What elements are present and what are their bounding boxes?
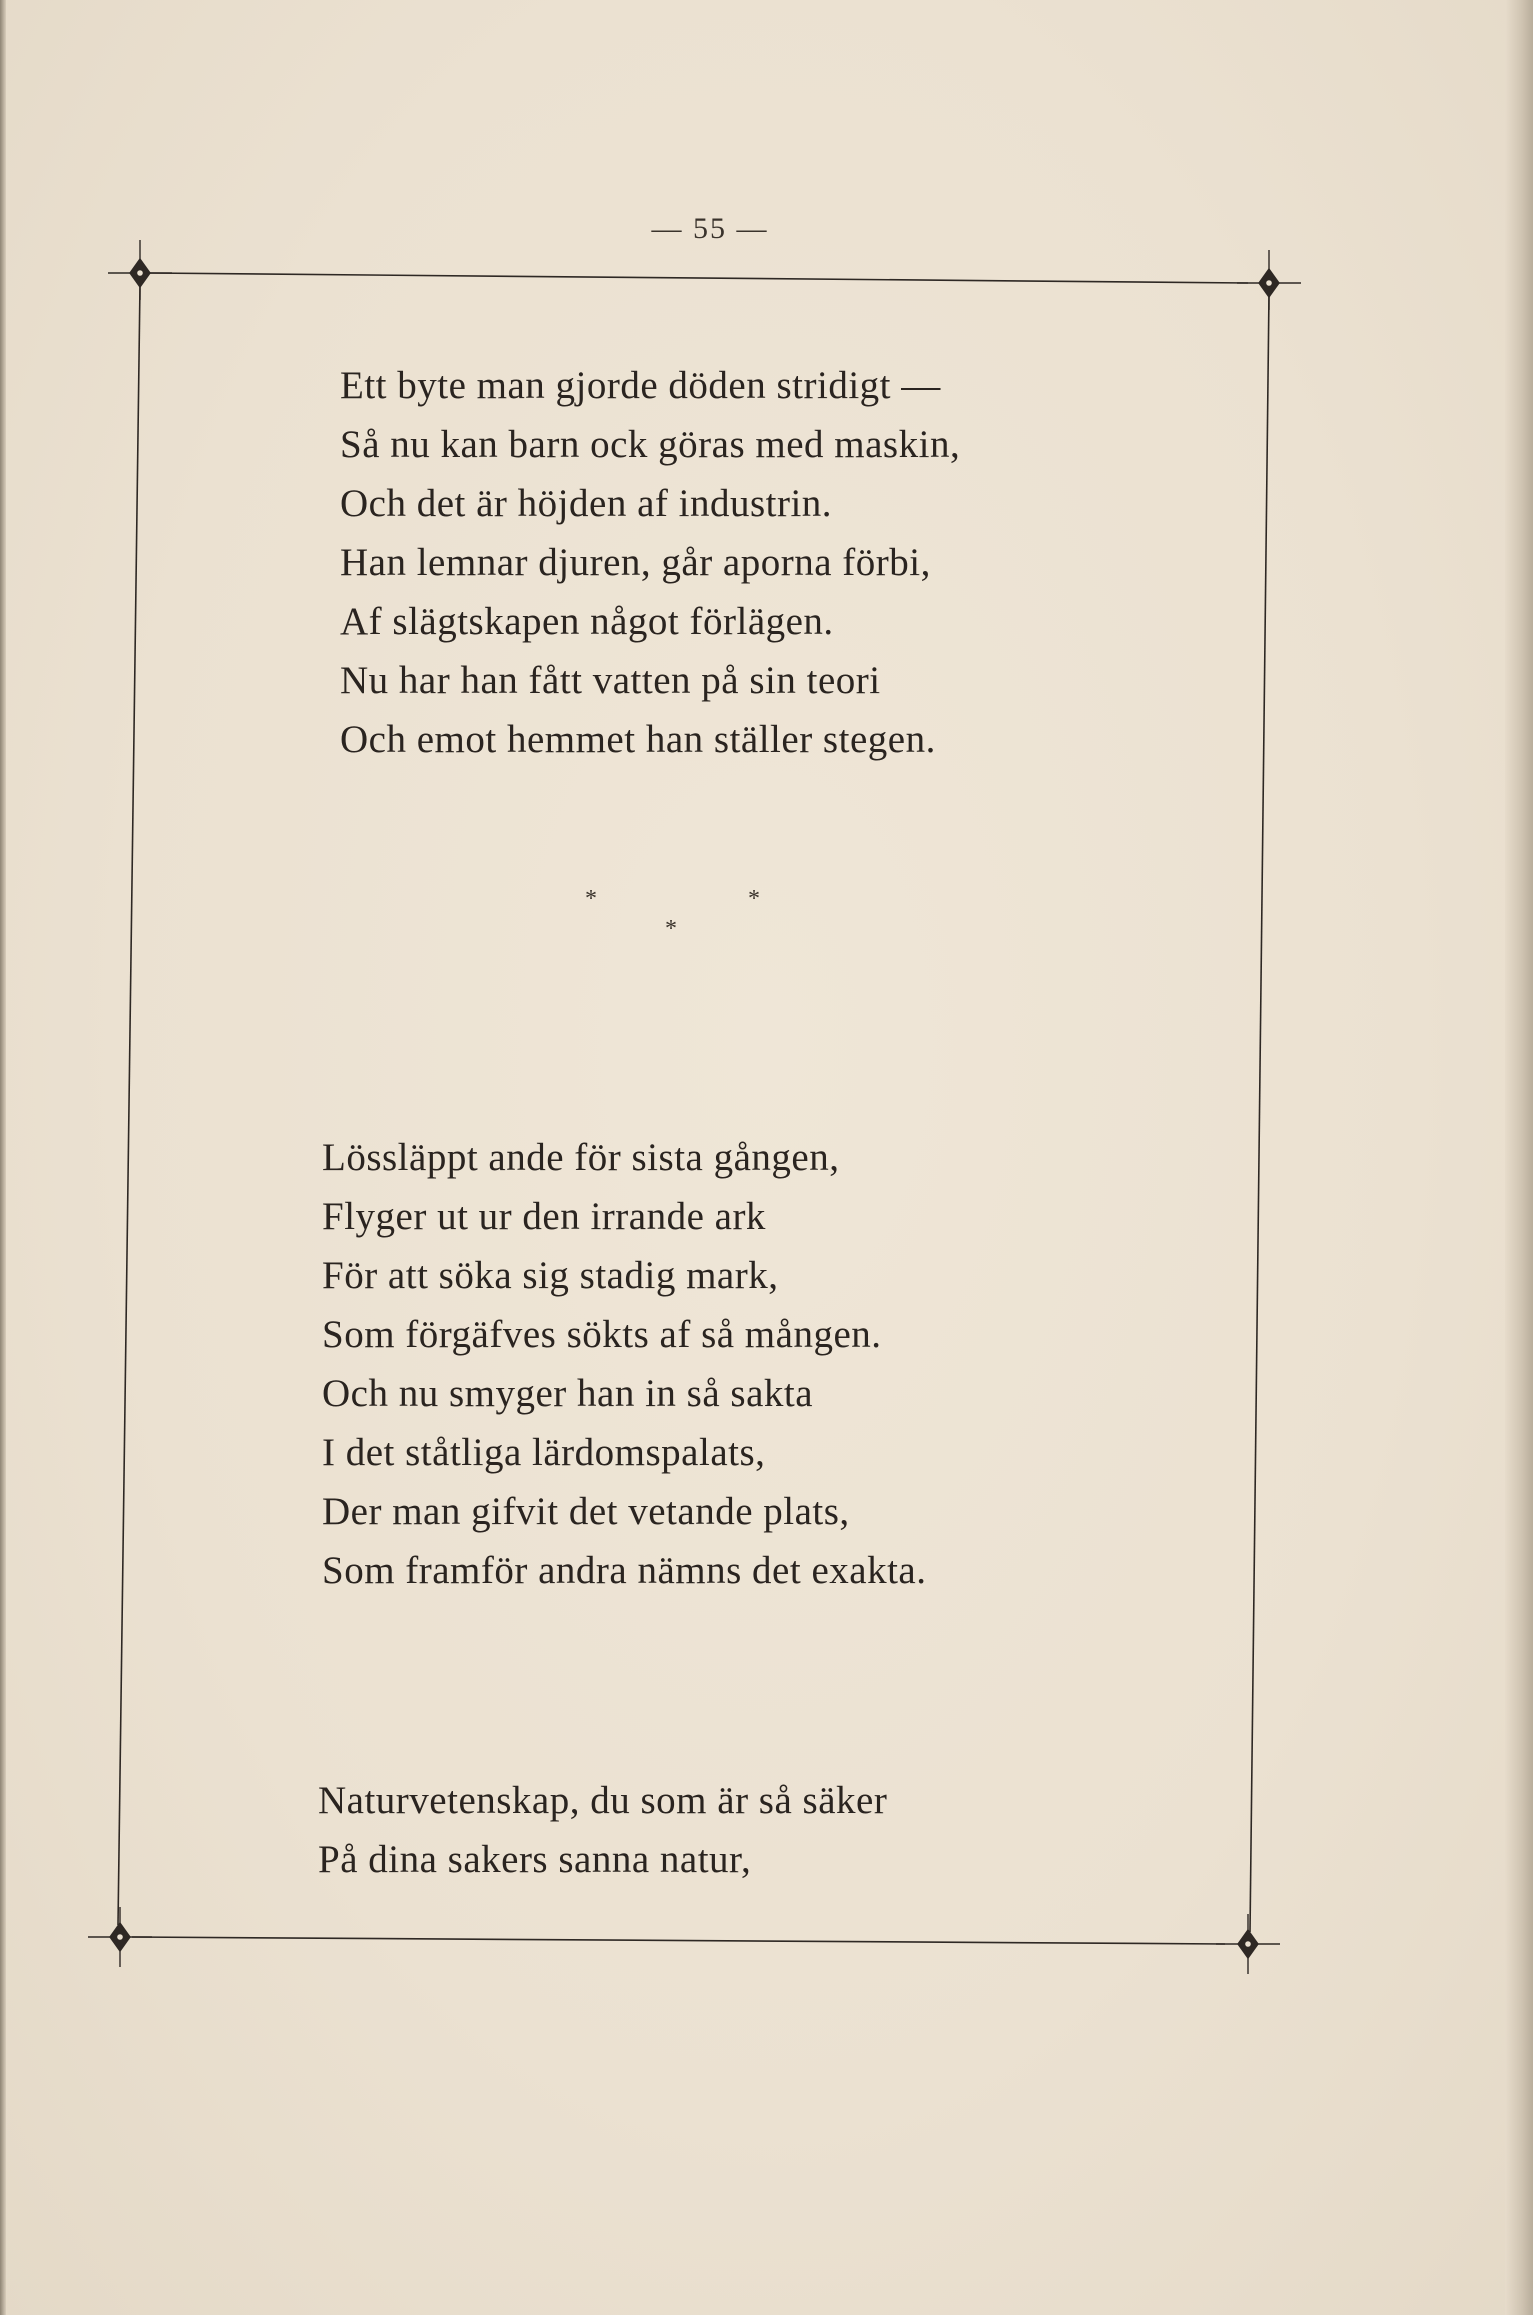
frame-top-rule (148, 273, 1248, 283)
poem-line: På dina sakers sanna natur, (318, 1838, 752, 1881)
poem-line: Så nu kan barn ock göras med maskin, (340, 423, 961, 466)
asterism-star: * (585, 886, 597, 912)
corner-ornament-top-right-icon (1237, 250, 1301, 310)
poem-line: För att söka sig stadig mark, (322, 1254, 779, 1297)
corner-ornament-top-left-icon (108, 240, 172, 300)
poem-line: I det ståtliga lärdomspalats, (322, 1431, 766, 1474)
poem-stanza-3 (318, 1771, 887, 1889)
poem-line: Han lemnar djuren, går aporna förbi, (340, 541, 931, 584)
poem-line: Flyger ut ur den irrande ark (322, 1195, 766, 1238)
poem-line: Der man gifvit det vetande plats, (322, 1490, 850, 1533)
poem-line: Af slägtskapen något förlägen. (340, 600, 834, 643)
asterism-star: * (665, 916, 677, 942)
poem-stanza-2 (322, 1128, 926, 1600)
frame-bottom-rule (132, 1937, 1225, 1944)
corner-ornament-bottom-right-icon (1216, 1914, 1280, 1974)
poem-stanza-1 (340, 356, 960, 769)
corner-ornament-bottom-left-icon (88, 1907, 152, 1967)
asterism-star: * (748, 886, 760, 912)
poem-line: Och emot hemmet han ställer stegen. (340, 718, 936, 761)
poem-line: Och nu smyger han in så sakta (322, 1372, 814, 1415)
page-number: — 55 — (651, 212, 769, 245)
poem-line: Nu har han fått vatten på sin teori (340, 659, 881, 702)
poem-line: Naturvetenskap, du som är så säker (318, 1779, 888, 1822)
poem-line: Ett byte man gjorde döden stridigt — (340, 364, 941, 407)
frame-right-rule (1250, 293, 1269, 1932)
frame-left-rule (118, 285, 140, 1925)
poem-line: Lössläppt ande för sista gången, (322, 1136, 840, 1179)
poem-line: Som förgäfves sökts af så mången. (322, 1313, 882, 1356)
poem-line: Och det är höjden af industrin. (340, 482, 833, 525)
poem-line: Som framför andra nämns det exakta. (322, 1549, 927, 1592)
